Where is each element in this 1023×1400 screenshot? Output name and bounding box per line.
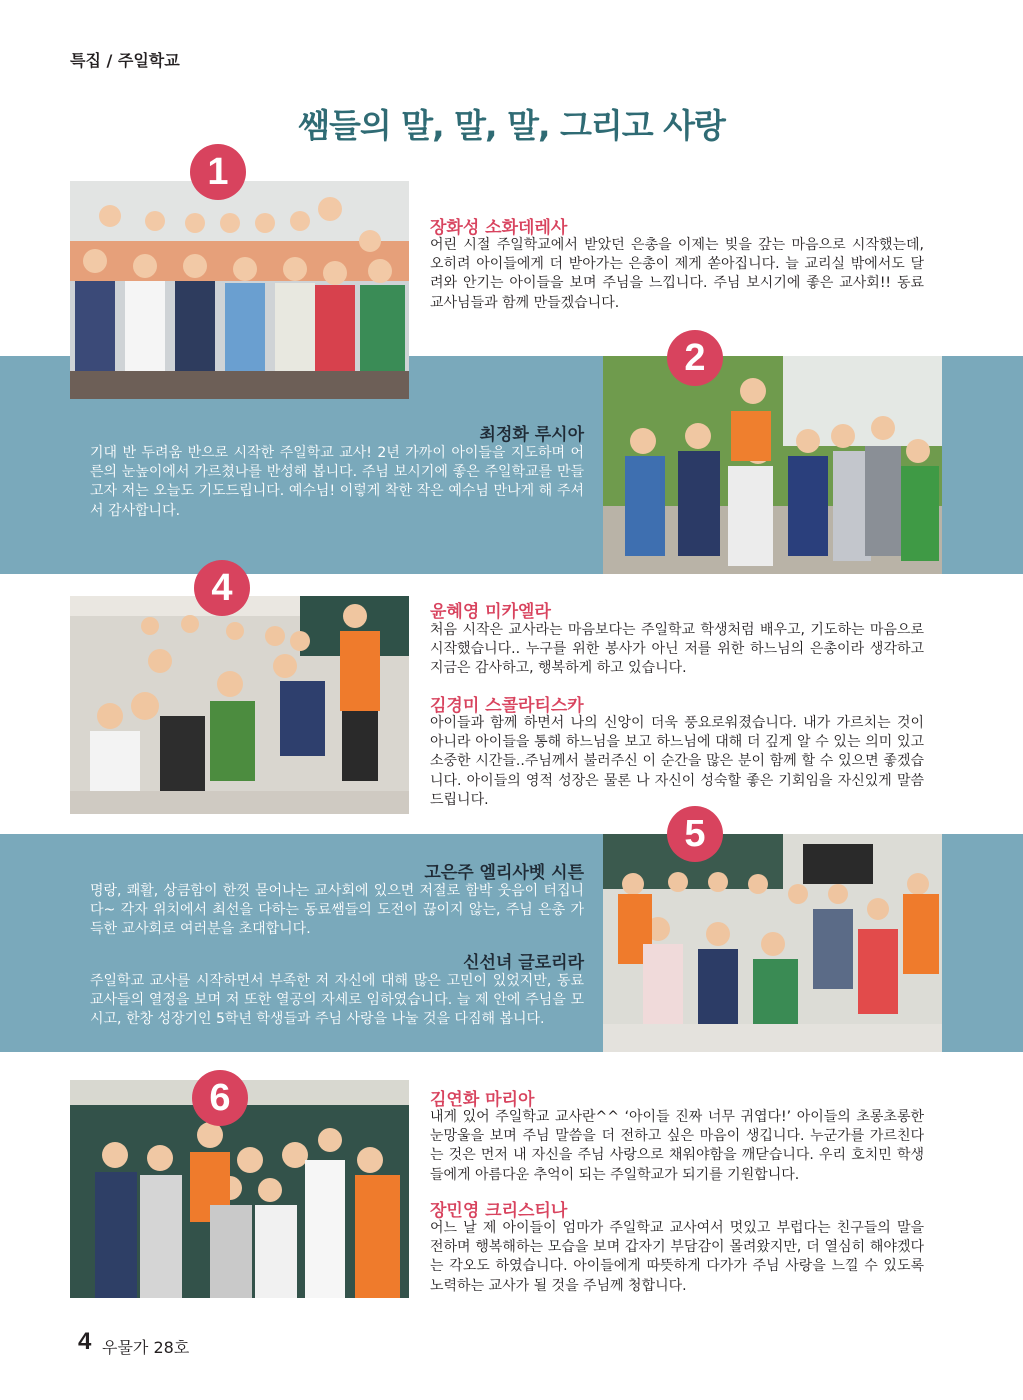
- group-photo-1: [70, 181, 409, 399]
- number-badge-6: 6: [192, 1070, 248, 1126]
- teacher-name: 김경미 스콜라티스카: [430, 696, 584, 716]
- teacher-name: 최정화 루시아: [479, 425, 584, 445]
- page-number: 4: [78, 1328, 92, 1355]
- group-photo-2: [603, 356, 942, 574]
- teacher-quote: 어느 날 제 아이들이 엄마가 주일학교 교사여서 멋있고 부럽다는 친구들의 말을 전하며 행복해하는 모습을 보며 갑자기 부담감이 몰려왔지만, 더 열심히 해야겠다는 각오도 하였습니다. 아이들에게 따뜻하게 다가가 주님 사랑을 느낄 수 있도록 노력하는 교사가 될 것을 주님께 청합니다.: [430, 1220, 924, 1294]
- teacher-quote: 아이들과 함께 하면서 나의 신앙이 더욱 풍요로워졌습니다. 내가 가르치는 것이 아니라 아이들을 통해 하느님을 보고 하느님에 대해 더 깊게 알 수 있는 의미 있고 소중한 시간들..주님께서 불러주신 이 순간을 많은 분이 함께 할 수 있으면 좋겠습니다. 아이들의 영적 성장은 물론 나 자신이 성숙할 좋은 기회임을 자신있게 말씀드립니다.: [430, 715, 924, 808]
- group-photo-5: [603, 834, 942, 1052]
- number-badge-1: 1: [190, 144, 246, 200]
- publication-name: 우물가 28호: [102, 1338, 190, 1357]
- teacher-name: 장화성 소화데레사: [430, 218, 568, 238]
- teacher-name: 신선녀 글로리라: [463, 953, 584, 973]
- group-photo-4: [70, 596, 409, 814]
- teacher-quote: 기대 반 두려움 반으로 시작한 주일학교 교사! 2년 가까이 아이들을 지도하며 어른의 눈높이에서 가르쳤나를 반성해 봅니다. 주님 보시기에 좋은 주일학교를 만들고자 저는 오늘도 기도드립니다. 예수님! 이렇게 착한 작은 예수님 만나게 해 주셔서 감사합니다.: [90, 445, 584, 519]
- page-title: 쌤들의 말, 말, 말, 그리고 사랑: [298, 106, 725, 145]
- teacher-name: 윤혜영 미카엘라: [430, 602, 551, 622]
- teacher-name: 김연화 마리아: [430, 1090, 535, 1110]
- teacher-quote: 명랑, 쾌활, 상큼함이 한껏 묻어나는 교사회에 있으면 저절로 함박 웃음이 터집니다~ 각자 위치에서 최선을 다하는 동료쌤들의 도전이 끊이지 않는, 주님 은총 가득한 교사회로 여러분을 초대합니다.: [90, 883, 584, 938]
- number-badge-4: 4: [194, 560, 250, 616]
- section-label: 특집 / 주일학교: [70, 51, 180, 70]
- teacher-quote: 주일학교 교사를 시작하면서 부족한 저 자신에 대해 많은 고민이 있었지만, 동료 교사들의 열정을 보며 저 또한 열공의 자세로 임하였습니다. 늘 제 안에 주님을 모시고, 한창 성장기인 5학년 학생들과 주님 사랑을 나눌 것을 다짐해 봅니다.: [90, 973, 584, 1028]
- number-badge-5: 5: [667, 806, 723, 862]
- teacher-name: 고은주 엘리사벳 시튼: [424, 863, 584, 883]
- teacher-name: 장민영 크리스티나: [430, 1201, 568, 1221]
- number-badge-2: 2: [667, 330, 723, 386]
- teacher-quote: 내게 있어 주일학교 교사란^^ ‘아이들 진짜 너무 귀엽다!’ 아이들의 초롱초롱한 눈망울을 보며 주님 말씀을 더 전하고 싶은 마음이 생깁니다. 누군가를 가르친다는 것은 먼저 내 자신을 주님 사랑으로 채워야함을 깨닫습니다. 우리 호치민 학생들에게 아름다운 추억이 되는 주일학교가 되기를 기원합니다.: [430, 1109, 924, 1183]
- teacher-quote: 어린 시절 주일학교에서 받았던 은총을 이제는 빚을 갚는 마음으로 시작했는데, 오히려 아이들에게 더 받아가는 은총이 제게 쏟아집니다. 늘 교리실 밖에서도 달려와 안기는 아이들을 보며 주님을 느낍니다. 주님 보시기에 좋은 교사회!! 동료 교사님들과 함께 만들겠습니다.: [430, 237, 924, 311]
- teacher-quote: 처음 시작은 교사라는 마음보다는 주일학교 학생처럼 배우고, 기도하는 마음으로 시작했습니다.. 누구를 위한 봉사가 아닌 저를 위한 하느님의 은총이라 생각하고 지금은 감사하고, 행복하게 하고 있습니다.: [430, 622, 924, 677]
